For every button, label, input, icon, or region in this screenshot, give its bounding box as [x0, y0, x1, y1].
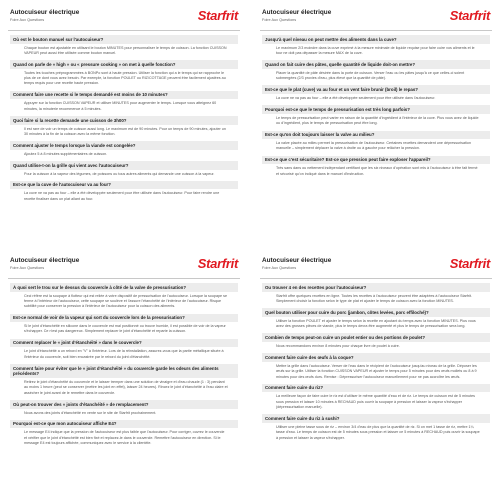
faq-question: Comment faire cuire du riz? — [262, 384, 490, 393]
faq-question: Jusqu'à quel niveau on peut mettre des aliments dans la cuve? — [262, 35, 490, 44]
starfrit-logo: Starfrit — [449, 8, 490, 23]
faq-question: Comment faire une recette si le temps demandé est moins de 10 minutes? — [10, 91, 238, 100]
faq-answer: Placer la quantité de pâte désirée dans la porte de cuisson. Verser l'eau ou les pâtes jusqu'à ce que celles-ci soient submergées (2/3 proxies d'eau, plus élevé que la quantité de pâte). — [276, 70, 465, 81]
faq-list — [262, 35, 490, 178]
faq-answer: Chaque bouton est ajustable en utilisant le bouton MINUTES pour personnaliser le temps de cuisson. La fonction CUISSON VAPEUR peut aussi être utilisée comme bouton manuel. — [24, 45, 227, 55]
faq-answer: Le joint d'étanchéité a un rebord en "V" à l'intérieur. Lors de la réinstallation, assurez-vous que la partie métallique située à l'intérieur du couvercle, soit bien encastrée par le rebord du joint d'étanchéité. — [24, 349, 224, 359]
faq-question: Comment replacer le « joint d'étanchéité » dans le couvercle? — [10, 339, 238, 348]
page-title: Autocuiseur électrique — [262, 9, 332, 16]
faq-answer: Utiliser une pleine tasse sous de riz – environ 3/4 d'eau de plus que la quantité de riz. Si on met 1 tasse de riz, mettre 1¼ tasse d'eau. Le temps de cuisson est de 5 minutes sous pression et laisser ce 5 minutes à RECHAUD puis ouvrir la soupape à pression et laisser la vapeur s'échapper. — [276, 424, 480, 440]
faq-answer: Retirez le joint d'étanchéité du couvercle et le laisser tremper dans une solution de vinaigre et d'eau chaude (1 : 3) pendant au moins 1 heure (peut se conserver (mettre les joint en effet), laisser 24 heures). Rincez le joint d'étanchéité à l'eau claire et assécher le joint avant de le remettre dans le couvercle. — [24, 380, 228, 395]
faq-question: Quoi faire si la recette demande une cuisson de 3h00? — [10, 116, 238, 125]
faq-question: Est-ce normal de voir de la vapeur qui sort du couvercle lors de la pressurisation? — [10, 314, 238, 323]
faq-question: Quand on fait cuire des pâtes, quelle quantité de liquide doit-on mettre? — [262, 60, 490, 69]
page-header — [260, 8, 492, 31]
faq-question: Combien de temps peut-on cuire un poulet entier ou des portions de poulet? — [262, 333, 490, 342]
page-title: Autocuiseur électrique — [10, 9, 80, 16]
faq-question: Quel bouton utiliser pour cuire du porc (jambon, côtes levées, porc effiloché)? — [262, 308, 490, 317]
faq-answer: Pour la cuisson à la vapeur des légumes, de poissons ou tous autres aliments qui demande une cuisson à la vapeur. — [24, 171, 215, 176]
faq-list — [10, 283, 238, 448]
faq-answer: Le message E4 indique que la pression de l'autocuiseur est plus faible que l'autocuiseur. Pour corriger, ouvrez le couvercle et vérifier que le joint d'étanchéité est bien fixé et replacez-le dans le couvercle. Remettre l'autocuiseur en direction. Si le message E4 est toujours affichée, communiquez avec le service à la clientèle. — [24, 430, 225, 446]
faq-question: Est-ce que la cuve de l'autocuiseur va au four? — [10, 181, 238, 190]
faq-question: Quand on parle de « high » ou « pressure cooking » on met à quelle fonction? — [10, 60, 238, 69]
faq-answer: La cuve ne va pas au four – elle a été développée seulement pour être utilisée dans l'autocuiseur. — [276, 95, 436, 100]
faq-answer: La cuve ne va pas au four – elle a été développée seulement pour être utilisée dans l'autocuiseur. Pour faire rendre une recette finaliser dans un plat allant au four. — [24, 191, 220, 201]
faq-answer: Nous recommandons environ 8 minutes pour chaque livre de poulet à cuire. — [276, 343, 400, 348]
faq-answer: Le temps de pressurisation peut varier en raison de la quantité d'ingrédient à l'intérieur de la cuve. Plus vous avez de liquide ou d'ingrédient, plus le temps de pressurisation peut être long. — [276, 115, 479, 126]
page-header — [8, 256, 240, 279]
faq-answer: Le maximum 2/3 moindre dans la cuve exprimé à la mesure minimale de liquide requise pour faire cuire vos aliments et le tour ne doit pas dépasser la mesure MAX de la cuve. — [276, 45, 475, 55]
faq-answer: Très sans dans ou nettement indépendant certifiant que les six niveaux d'opération sont mis à l'autocuiseur à être fait fermé et sécurisé qu'on indiqué dans le manuel d'instruction. — [276, 166, 478, 176]
faq-answer: Il est rare de voir un temps de cuisson aussi long. Le maximum est de 90 minutes. Pour un temps de 90 minutes, ajouter un 30 minutes à la fin de la cuisson avec la même fonction. — [24, 126, 226, 136]
faq-question: À quoi sert le trou sur le dessus du couvercle à côté de la valve de pressurisation? — [10, 283, 238, 292]
page-title: Autocuiseur électrique — [262, 257, 332, 264]
faq-question: Pourquoi est-ce que mon autocuiseur affiche E4? — [10, 420, 238, 429]
faq-answer: Appuyer sur la fonction CUISSON VAPEUR et utiliser MINUTES pour augmenter le temps. Lorsque vous atteignez 60 minutes, la minuterie recommence à 5 minutes. — [24, 101, 217, 111]
faq-question: Comment ajuster le temps lorsque la viande est congelée? — [10, 141, 238, 150]
faq-answer: Ceci réfère est la soupape à flotteur qui est reliée à votre dispositif de pressurisation de l'autocuiseur. Lorsque la soupape se ferme à l'intérieur de l'autocuiseur, cette soupape se soulève et l'assure l'étanchéité de l'intérieur de l'autocuiseur. Risque subtilité pour conserver la pression à l'intérieur de l'autocuiseur pour la cuisson des aliments. — [24, 293, 228, 309]
faq-answer: La valve placée au milieu permet la pressurisation de l'autocuiseur. Certaines recettes demandent une dépressurisation manuelle – simplement déplacer la valve à droite ou à gauche pour relâcher la pression. — [276, 141, 472, 151]
page-subtitle: Foire Aux Questions — [262, 266, 297, 270]
page-header — [8, 8, 240, 31]
faq-question: Où peut-on trouver des « joints d'étanchéité » de remplacement? — [10, 400, 238, 409]
faq-list — [10, 35, 238, 203]
faq-page-1 — [8, 8, 240, 244]
faq-question: Quand utilise-t-on la grille qui vient avec l'autocuiseur? — [10, 161, 238, 170]
faq-answer: Toutes les touches préprogrammées à BONPo sont à haute pression. Utiliser la fonction qui a le temps qui se rapproche le plus de ce dont vous avez besoin. Par exemple, la fonction POULET ou RIZ/COTTAGE peuvent être facilement ajustées au temps requis pour une recette haute pression. — [24, 70, 226, 86]
page-title: Autocuiseur électrique — [10, 257, 80, 264]
faq-question: Comment faire cuire des œufs à la coque? — [262, 353, 490, 362]
faq-answer: Ajoutez 5 à 8 minutes supplémentaires de cuisson. — [24, 151, 108, 156]
faq-answer: Si le joint d'étanchéité en silicone dans le couvercle est mal positionné ou trouve humide, il est possible de voir de la vapeur s'échapper. Ce n'est pas dangereux. Simplement replacer le joint d'étanchéité et reparte la cuisson. — [24, 324, 226, 334]
faq-question: Est-ce que le plat (cuve) va au four et un vent faire brunir (broil) le repas? — [262, 85, 490, 94]
faq-page-4 — [260, 256, 492, 492]
faq-question: Pourquoi est-ce que le temps de pressurisation est très long parfois? — [262, 105, 490, 114]
faq-question: Où est le bouton manuel sur l'autocuiseur? — [10, 35, 238, 44]
starfrit-logo: Starfrit — [197, 8, 238, 23]
faq-answer: La meilleure façon de faire cuire le riz est d'utiliser le même quantité d'eau et de riz. Le temps de cuisson est de 5 minutes sous pression et laisser 10 minutes à RECHAUD puis ouvrir la soupape à pression et laisser la vapeur s'échapper (dépressurisation manuelle). — [276, 394, 475, 410]
starfrit-logo: Starfrit — [449, 256, 490, 271]
faq-list — [262, 283, 490, 442]
faq-question: Ou trouver 4 en des recettes pour l'autocuiseur? — [262, 283, 490, 292]
faq-answer: Starfrit offre quelques recettes en ligne. Toutes les recettes à l'autocuiseur peuvent être adaptées à l'autocuiseur Starfrit. Simplement choisir la fonction selon le type de plat et ajuster le temps de cuisson avec la fonction MINUTES. — [276, 293, 473, 303]
faq-answer: Nous avons des joints d'étanchéité en vente sur le site de Starfrit prochainement. — [24, 410, 157, 415]
faq-page-3 — [8, 256, 240, 492]
page-subtitle: Foire Aux Questions — [10, 266, 45, 270]
page-header — [260, 256, 492, 279]
faq-answer: Utiliser la fonction POULET et ajuster le temps selon la recette en ajoutant du temps avec la fonction MINUTES. Plus vous avez des grosses pièces de viande, plus le temps devra être augmenté et plus le temps de pressurisation sera long. — [276, 318, 476, 329]
starfrit-logo: Starfrit — [197, 256, 238, 271]
page-subtitle: Foire Aux Questions — [262, 18, 297, 22]
page-subtitle: Foire Aux Questions — [10, 18, 45, 22]
faq-question: Est-ce qu'on doit toujours laisser la valve au milieu? — [262, 131, 490, 140]
faq-answer: Mettre la grille dans l'autocuiseur. Verser de l'eau dans le récipient de l'autocuiseur jusqu'au niveau de la grille. Déposer les œufs sur la grille. Utiliser la fonction CUISSON VAPEUR et ajuster le temps pour 5 minutes pour des œufs mollets ou 8 à 9 minutes pour des œufs durs. Remise : Dépressuriser l'autocuiseur manuellement pour ne pas accroître les œufs. — [276, 363, 477, 379]
faq-question: Comment faire pour éviter que le « joint d'étanchéité » du couvercle garde les odeurs des aliments précédents? — [10, 364, 238, 378]
faq-question: Est-ce que c'est sécuritaire? Est-ce que pression peut faire exploser l'appareil? — [262, 156, 490, 165]
faq-question: Comment faire cuire du riz à sushi? — [262, 414, 490, 423]
faq-page-2 — [260, 8, 492, 244]
